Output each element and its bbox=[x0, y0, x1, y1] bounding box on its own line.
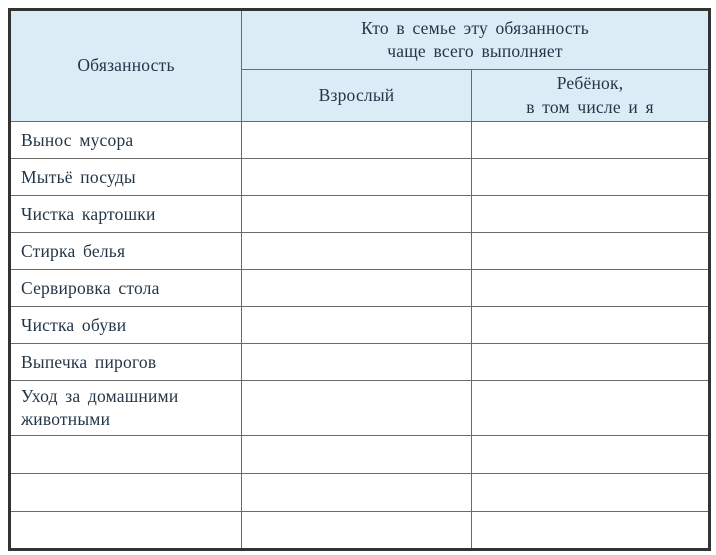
duties-table bbox=[8, 8, 711, 551]
duty-cell: Уход за домашними животными bbox=[10, 381, 242, 436]
adult-answer-cell[interactable] bbox=[242, 436, 472, 474]
header-child-line2: в том числе и я bbox=[526, 96, 654, 117]
duty-cell[interactable] bbox=[10, 512, 242, 550]
duty-cell[interactable] bbox=[10, 474, 242, 512]
header-duty bbox=[10, 10, 242, 122]
child-answer-cell[interactable] bbox=[472, 344, 710, 381]
header-adult bbox=[242, 70, 472, 122]
duty-cell: Выпечка пирогов bbox=[10, 344, 242, 381]
child-answer-cell[interactable] bbox=[472, 196, 710, 233]
adult-answer-cell[interactable] bbox=[242, 512, 472, 550]
table-row bbox=[10, 381, 710, 436]
table-row bbox=[10, 307, 710, 344]
duty-cell: Чистка обуви bbox=[10, 307, 242, 344]
child-answer-cell[interactable] bbox=[472, 233, 710, 270]
table-body bbox=[10, 122, 710, 550]
table-row bbox=[10, 344, 710, 381]
adult-answer-cell[interactable] bbox=[242, 159, 472, 196]
table-row bbox=[10, 474, 710, 512]
adult-answer-cell[interactable] bbox=[242, 233, 472, 270]
table-header bbox=[10, 10, 710, 122]
duty-cell: Стирка белья bbox=[10, 233, 242, 270]
duty-cell: Вынос мусора bbox=[10, 122, 242, 159]
adult-answer-cell[interactable] bbox=[242, 474, 472, 512]
duty-cell: Мытьё посуды bbox=[10, 159, 242, 196]
duty-cell[interactable] bbox=[10, 436, 242, 474]
adult-answer-cell[interactable] bbox=[242, 270, 472, 307]
table-row bbox=[10, 436, 710, 474]
child-answer-cell[interactable] bbox=[472, 159, 710, 196]
table-row bbox=[10, 233, 710, 270]
table-row bbox=[10, 270, 710, 307]
header-child-line1: Ребёнок, bbox=[556, 73, 624, 94]
table-row bbox=[10, 512, 710, 550]
table-row bbox=[10, 122, 710, 159]
header-duty-label: Обязанность bbox=[77, 55, 175, 76]
child-answer-cell[interactable] bbox=[472, 122, 710, 159]
adult-answer-cell[interactable] bbox=[242, 344, 472, 381]
child-answer-cell[interactable] bbox=[472, 307, 710, 344]
adult-answer-cell[interactable] bbox=[242, 196, 472, 233]
adult-answer-cell[interactable] bbox=[242, 307, 472, 344]
child-answer-cell[interactable] bbox=[472, 270, 710, 307]
child-answer-cell[interactable] bbox=[472, 436, 710, 474]
child-answer-cell[interactable] bbox=[472, 512, 710, 550]
adult-answer-cell[interactable] bbox=[242, 381, 472, 436]
adult-answer-cell[interactable] bbox=[242, 122, 472, 159]
table-row bbox=[10, 196, 710, 233]
header-who-performs-line1: Кто в семье эту обязанность bbox=[361, 17, 589, 38]
header-child bbox=[472, 70, 710, 122]
header-who-performs bbox=[242, 10, 710, 70]
duty-cell: Сервировка стола bbox=[10, 270, 242, 307]
header-who-performs-line2: чаще всего выполняет bbox=[387, 41, 563, 61]
table-row bbox=[10, 159, 710, 196]
header-adult-label: Взрослый bbox=[318, 84, 395, 105]
child-answer-cell[interactable] bbox=[472, 474, 710, 512]
duty-cell: Чистка картошки bbox=[10, 196, 242, 233]
child-answer-cell[interactable] bbox=[472, 381, 710, 436]
